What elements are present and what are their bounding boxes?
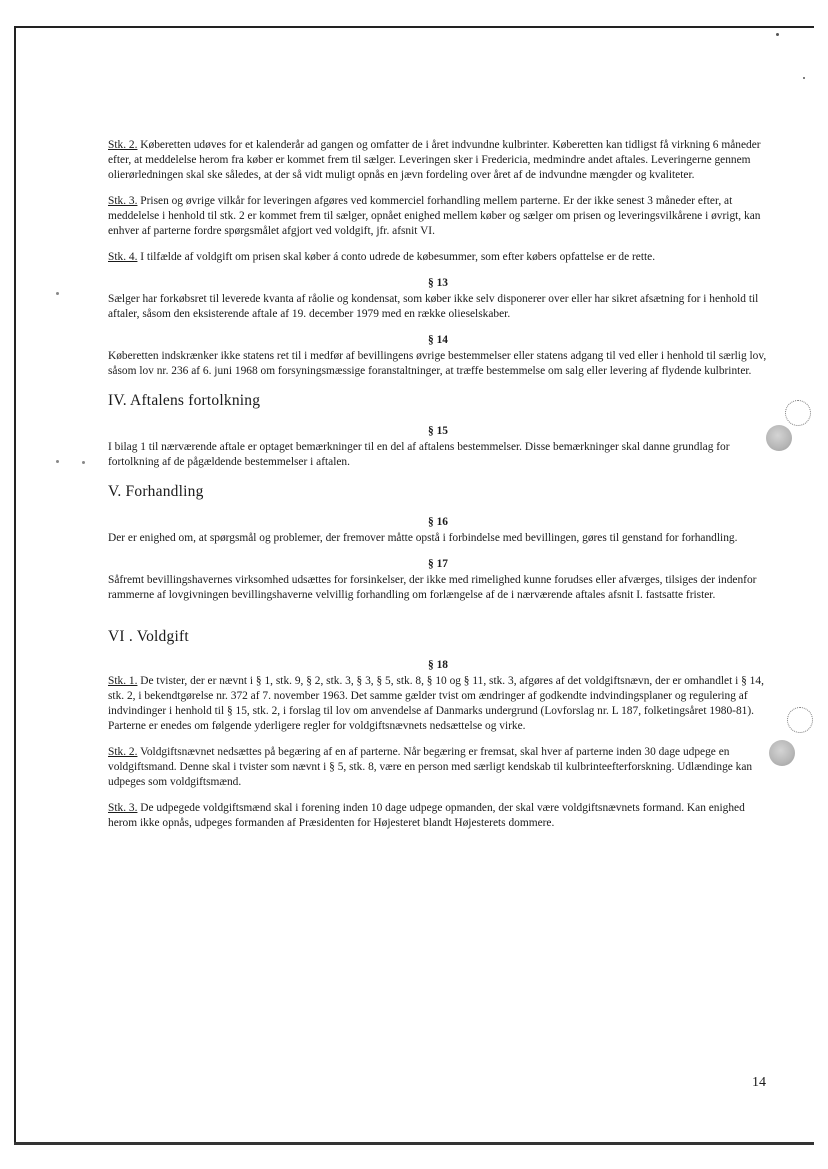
stk-label: Stk. 1. <box>108 675 138 687</box>
paragraph-text: Køberetten udøves for et kalenderår ad gangen og omfatter de i året indvundne kulbrinter. Køberetten kan tidligst få virkning 6 måneder efter, at meddelelse herom fra køber er kommet frem til sælger. Leveringen sker i Fredericia, medmindre andet aftales. Leveringerne gennem olierørledningen skal ske således, at der så vidt muligt opnås en jævn fordeling over året af de indvundne mængder og kvaliteter. <box>108 139 761 181</box>
paragraph-text: De udpegede voldgiftsmænd skal i forening inden 10 dage udpege opmanden, der skal være voldgiftsnævnets formand. Kan enighed herom ikke opnås, udpeges formanden af Præsidenten for Højesteret blandt Højesterets dommere. <box>108 802 745 829</box>
section-number-18: § 18 <box>428 659 448 671</box>
scan-edge-top <box>14 26 814 28</box>
stk-label: Stk. 4. <box>108 251 138 263</box>
section-number-15: § 15 <box>428 425 448 437</box>
section-14-text: Køberetten indskrænker ikke statens ret til i medfør af bevillingens øvrige bestemmelser eller statens adgang til ved eller i henhold til særlig lov, såsom lov nr. 236 af 6. juni 1968 om forsyningsmæssige foranstaltninger, at træffe bestemmelse om salg eller levering af flydende kulbrinter. <box>108 350 767 377</box>
scan-edge-bottom <box>14 1142 814 1145</box>
punch-hole <box>766 425 792 451</box>
punch-hole <box>769 740 795 766</box>
scan-edge-left <box>14 26 16 1144</box>
section-number-13: § 13 <box>428 277 448 289</box>
margin-dot <box>56 460 59 463</box>
document-body <box>108 138 768 842</box>
section-number-14: § 14 <box>428 334 448 346</box>
paragraph-s18-stk-2 <box>108 745 768 790</box>
stk-label: Stk. 2. <box>108 139 138 151</box>
paragraph-text: I tilfælde af voldgift om prisen skal køber á conto udrede de købesummer, som efter købers opfattelse er de rette. <box>137 251 656 263</box>
paragraph-stk-3 <box>108 194 768 239</box>
heading-v: V. Forhandling <box>108 483 204 500</box>
stk-label: Stk. 2. <box>108 746 138 758</box>
stk-label: Stk. 3. <box>108 195 138 207</box>
punch-hole-ring <box>787 707 813 733</box>
section-number-17: § 17 <box>428 558 448 570</box>
punch-hole-ring <box>785 400 811 426</box>
margin-dot <box>82 461 85 464</box>
paragraph-text: De tvister, der er nævnt i § 1, stk. 9, § 2, stk. 3, § 3, § 5, stk. 8, § 10 og § 11, stk. 3, afgøres af det voldgiftsnævn, der er omhandlet i § 14, stk. 2, i bekendtgørelse nr. 372 af 7. november 1963. Det samme gælder tvist om ændringer af godkendte indvindingsplaner og regulering af indvindinger i henhold til § 15, stk. 2, i forslag til lov om anvendelse af Danmarks undergrund (Lovforslag nr. L 187, folketingsåret 1980-81). Parterne er enedes om følgende yderligere regler for voldgiftsnævnets nedsættelse og virke. <box>108 675 764 732</box>
section-16-text: Der er enighed om, at spørgsmål og problemer, der fremover måtte opstå i forbindelse med bevillingen, gøres til genstand for forhandling. <box>108 532 738 544</box>
paragraph-stk-4 <box>108 250 768 265</box>
heading-iv: IV. Aftalens fortolkning <box>108 392 261 409</box>
stk-label: Stk. 3. <box>108 802 138 814</box>
paragraph-text: Voldgiftsnævnet nedsættes på begæring af en af parterne. Når begæring er fremsat, skal hver af parterne inden 30 dage udpege en voldgiftsmand. Denne skal i tvister som nævnt i § 5, stk. 8, være en person med særligt kendskab til kulbrinteefterforskning. Udlændinge kan udpeges som voldgiftsmænd. <box>108 746 753 788</box>
section-number-16: § 16 <box>428 516 448 528</box>
paragraph-s18-stk-1 <box>108 674 768 734</box>
scan-speck <box>803 77 805 79</box>
section-15-text: I bilag 1 til nærværende aftale er optaget bemærkninger til en del af aftalens bestemmelser. Disse bemærkninger skal danne grundlag for fortolkning af de pågældende bestemmelser i aftalen. <box>108 441 730 468</box>
paragraph-stk-2 <box>108 138 768 183</box>
section-17-text: Såfremt bevillingshavernes virksomhed udsættes for forsinkelser, der ikke med rimelighed kunne forudses eller afværges, tilsiges der indenfor rammerne af lovgivningen bevillingshaverne velvillig forhandling om forlængelse af de i nærværende aftales afsnit I. fastsatte frister. <box>108 574 757 601</box>
heading-vi: VI . Voldgift <box>108 628 189 645</box>
section-13-text: Sælger har forkøbsret til leverede kvanta af råolie og kondensat, som køber ikke selv disponerer over eller har sikret afsætning for i henhold til aftaler, såsom den eksisterende aftale af 19. december 1979 med en række olieselskaber. <box>108 293 759 320</box>
margin-dot <box>56 292 59 295</box>
scan-speck <box>776 33 779 36</box>
page-number: 14 <box>752 1075 766 1090</box>
paragraph-text: Prisen og øvrige vilkår for leveringen afgøres ved kommerciel forhandling mellem parterne. Er der ikke senest 3 måneder efter, at meddelelse i henhold til stk. 2 er kommet frem til sælger, opnået enighed mellem køber og sælger om prisen og leveringsvilkårene i øvrigt, kan enhver af parterne fordre spørgsmålet afgjort ved voldgift, jfr. afsnit VI. <box>108 195 761 237</box>
paragraph-s18-stk-3 <box>108 801 768 831</box>
